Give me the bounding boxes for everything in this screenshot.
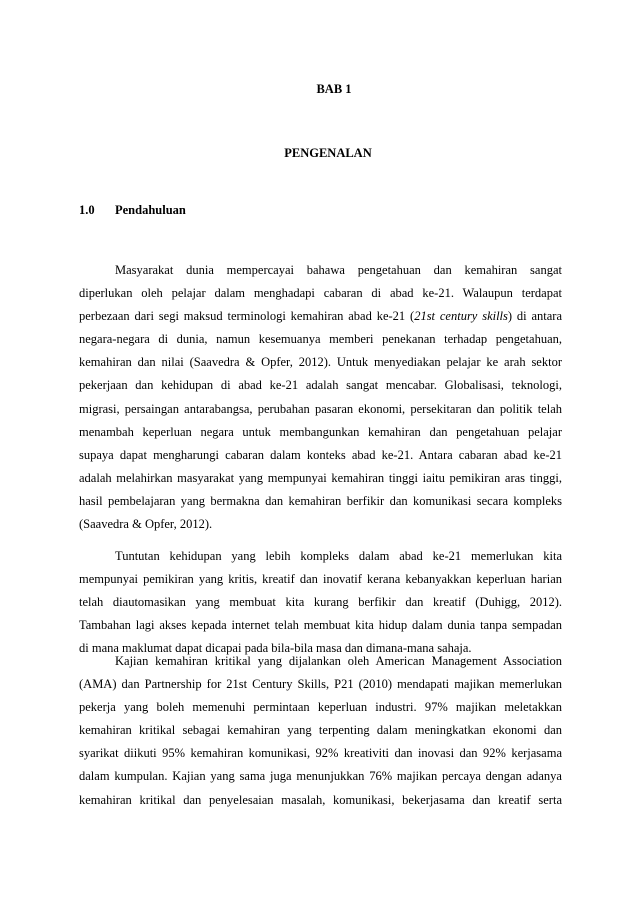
paragraph-line: telah diautomasikan yang membuat kita kurang berfikir dan kreatif (Duhigg, 2012). — [79, 595, 562, 610]
paragraph-line: supaya dapat mengharungi cabaran dalam konteks abad ke-21. Antara cabaran abad ke-21 — [79, 447, 562, 462]
section-title: Pendahuluan — [115, 203, 186, 217]
paragraph-line: menambah keperluan negara untuk membangunkan kemahiran dan pengetahuan pelajar — [79, 424, 562, 439]
paragraph-line: perbezaan dari segi maksud terminologi kemahiran abad ke-21 (21st century skills) di antara — [79, 309, 563, 324]
paragraph-line: adalah melahirkan masyarakat yang mempunyai kemahiran tinggi iaitu pemikiran aras tinggi, — [79, 470, 562, 485]
chapter-title: PENGENALAN — [284, 146, 372, 160]
paragraph-line: mempunyai pemikiran yang kritis, kreatif dan inovatif kerana kebanyakkan keperluan harian — [79, 572, 562, 587]
paragraph-line: (Saavedra & Opfer, 2012). — [79, 517, 213, 532]
paragraph-line: Masyarakat dunia mempercayai bahawa pengetahuan dan kemahiran sangat — [115, 263, 562, 277]
paragraph-line: pekerja yang boleh memenuhi permintaan keperluan industri. 97% majikan meletakkan — [79, 700, 562, 715]
paragraph-line: negara-negara di dunia, namun kesemuanya memberi penekanan terhadap pengetahuan, — [79, 332, 562, 347]
paragraph-line: diperlukan oleh pelajar dalam menghadapi cabaran di abad ke-21. Walaupun terdapat — [79, 286, 562, 301]
paragraph-line: kemahiran kritikal dan penyelesaian masalah, komunikasi, bekerjasama dan kreatif serta — [79, 792, 562, 807]
paragraph-3 — [79, 650, 562, 812]
paragraph-1 — [79, 259, 562, 536]
paragraph-line: Kajian kemahiran kritikal yang dijalankan oleh American Management Association — [115, 654, 562, 668]
chapter-label: BAB 1 — [316, 82, 352, 96]
paragraph-2 — [79, 545, 562, 660]
section-number: 1.0 — [79, 203, 95, 217]
paragraph-line: (AMA) dan Partnership for 21st Century Skills, P21 (2010) mendapati majikan memerlukan — [79, 677, 562, 692]
paragraph-line: kemahiran dan nilai (Saavedra & Opfer, 2012). Untuk menyediakan pelajar ke arah sektor — [79, 355, 562, 370]
paragraph-line: dalam kumpulan. Kajian yang sama juga menunjukkan 76% majikan percaya dengan adanya — [79, 769, 562, 784]
paragraph-line: di mana maklumat dapat dicapai pada bila-bila masa dan dimana-mana sahaja. — [79, 641, 472, 656]
paragraph-line: migrasi, persaingan antarabangsa, perubahan pasaran ekonomi, persekitaran dan politik telah — [79, 401, 562, 416]
paragraph-line: Tambahan lagi akses kepada internet telah membuat kita hidup dalam dunia tanpa sempadan — [79, 618, 562, 633]
paragraph-line: Tuntutan kehidupan yang lebih kompleks dalam abad ke-21 memerlukan kita — [115, 549, 562, 563]
paragraph-line: syarikat diikuti 95% kemahiran komunikasi, 92% kreativiti dan inovasi dan 92% kerjasama — [79, 746, 562, 761]
section-heading — [79, 203, 186, 217]
paragraph-line: kemahiran kritikal sebagai kemahiran yang terpenting dalam meningkatkan ekonomi dan — [79, 723, 562, 738]
paragraph-line: hasil pembelajaran yang bermakna dan kemahiran berfikir dan komunikasi secara kompleks — [79, 493, 562, 508]
paragraph-line: pekerjaan dan kehidupan di abad ke-21 adalah sangat mencabar. Globalisasi, teknologi, — [79, 378, 562, 393]
